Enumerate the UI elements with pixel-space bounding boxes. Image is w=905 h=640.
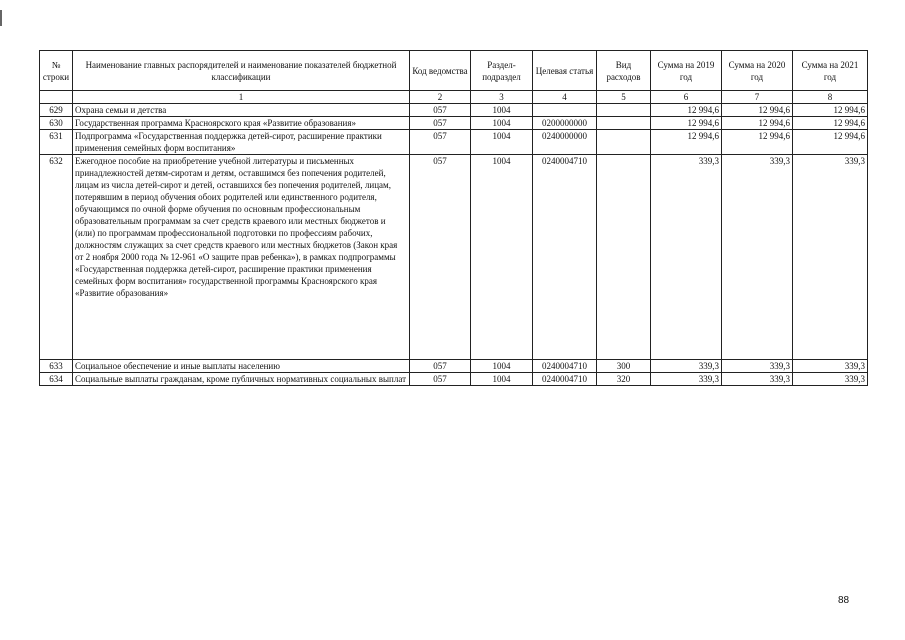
column-number: 2 [410, 91, 471, 104]
row-expense [597, 130, 651, 155]
row-sum-2020: 339,3 [722, 155, 793, 360]
row-sum-2020: 339,3 [722, 360, 793, 373]
row-sum-2021: 12 994,6 [793, 117, 868, 130]
scan-edge-mark [0, 10, 2, 26]
row-section: 1004 [471, 360, 533, 373]
row-expense: 320 [597, 373, 651, 386]
row-sum-2019: 12 994,6 [651, 117, 722, 130]
table-header [40, 51, 868, 91]
row-target [533, 104, 597, 117]
table-body [40, 91, 868, 386]
row-expense [597, 155, 651, 360]
header-sum-2020: Сумма на 2020 год [722, 51, 793, 91]
budget-table [39, 50, 868, 386]
row-expense [597, 104, 651, 117]
row-code: 057 [410, 104, 471, 117]
row-sum-2019: 339,3 [651, 155, 722, 360]
column-number: 7 [722, 91, 793, 104]
row-section: 1004 [471, 130, 533, 155]
column-number: 5 [597, 91, 651, 104]
row-name: Подпрограмма «Государственная поддержка детей-сирот, расширение практики применения семейных форм воспитания» [73, 130, 410, 155]
table-row [40, 117, 868, 130]
table-row [40, 155, 868, 360]
column-number [40, 91, 73, 104]
row-name: Охрана семьи и детства [73, 104, 410, 117]
header-row-no: № строки [40, 51, 73, 91]
row-sum-2021: 339,3 [793, 360, 868, 373]
row-name: Социальное обеспечение и иные выплаты населению [73, 360, 410, 373]
row-sum-2020: 12 994,6 [722, 117, 793, 130]
header-name: Наименование главных распорядителей и наименование показателей бюджетной классификации [73, 51, 410, 91]
row-code: 057 [410, 373, 471, 386]
row-section: 1004 [471, 104, 533, 117]
column-number: 6 [651, 91, 722, 104]
row-sum-2021: 339,3 [793, 155, 868, 360]
column-number: 3 [471, 91, 533, 104]
header-target: Целевая статья [533, 51, 597, 91]
row-number: 634 [40, 373, 73, 386]
row-target: 0240000000 [533, 130, 597, 155]
table-row [40, 130, 868, 155]
table-row [40, 104, 868, 117]
row-sum-2019: 12 994,6 [651, 104, 722, 117]
row-name: Ежегодное пособие на приобретение учебной литературы и письменных принадлежностей детям-сиротам и детям, оставшимся без попечения родителей, лицам из числа детей-сирот и детей, оставшихся без попечения родителей, лицам, потерявшим в период обучения обоих родителей или единственного родителя, обучающимся по очной форме обучения по основным профессиональным образовательным программам за счет средств краевого или местных бюджетов и (или) по программам профессиональной подготовки по профессиям рабочих, должностям служащих за счет средств краевого или местных бюджетов (Закон края от 2 ноября 2000 года № 12-961 «О защите прав ребенка»), в рамках подпрограммы «Государственная поддержка детей-сирот, расширение практики применения семейных форм воспитания» государственной программы Красноярского края «Развитие образования» [73, 155, 410, 360]
table-row [40, 360, 868, 373]
row-sum-2020: 12 994,6 [722, 130, 793, 155]
row-target: 0240004710 [533, 360, 597, 373]
column-number: 4 [533, 91, 597, 104]
column-number: 8 [793, 91, 868, 104]
row-sum-2019: 12 994,6 [651, 130, 722, 155]
header-code: Код ведомства [410, 51, 471, 91]
row-name: Социальные выплаты гражданам, кроме публичных нормативных социальных выплат [73, 373, 410, 386]
table-row [40, 373, 868, 386]
row-number: 632 [40, 155, 73, 360]
row-section: 1004 [471, 117, 533, 130]
row-number: 631 [40, 130, 73, 155]
header-section: Раздел-подраздел [471, 51, 533, 91]
row-code: 057 [410, 117, 471, 130]
page-number: 88 [838, 595, 850, 606]
row-target: 0240004710 [533, 373, 597, 386]
row-section: 1004 [471, 373, 533, 386]
row-target: 0240004710 [533, 155, 597, 360]
row-sum-2021: 12 994,6 [793, 104, 868, 117]
header-sum-2019: Сумма на 2019 год [651, 51, 722, 91]
row-sum-2020: 339,3 [722, 373, 793, 386]
row-section: 1004 [471, 155, 533, 360]
row-sum-2020: 12 994,6 [722, 104, 793, 117]
row-number: 633 [40, 360, 73, 373]
header-sum-2021: Сумма на 2021 год [793, 51, 868, 91]
row-code: 057 [410, 130, 471, 155]
row-code: 057 [410, 155, 471, 360]
row-sum-2019: 339,3 [651, 360, 722, 373]
row-sum-2021: 12 994,6 [793, 130, 868, 155]
header-expense: Вид расходов [597, 51, 651, 91]
column-number-row [40, 91, 868, 104]
column-number: 1 [73, 91, 410, 104]
row-expense: 300 [597, 360, 651, 373]
row-sum-2019: 339,3 [651, 373, 722, 386]
row-code: 057 [410, 360, 471, 373]
row-expense [597, 117, 651, 130]
row-target: 0200000000 [533, 117, 597, 130]
row-number: 629 [40, 104, 73, 117]
row-name: Государственная программа Красноярского края «Развитие образования» [73, 117, 410, 130]
row-sum-2021: 339,3 [793, 373, 868, 386]
row-number: 630 [40, 117, 73, 130]
